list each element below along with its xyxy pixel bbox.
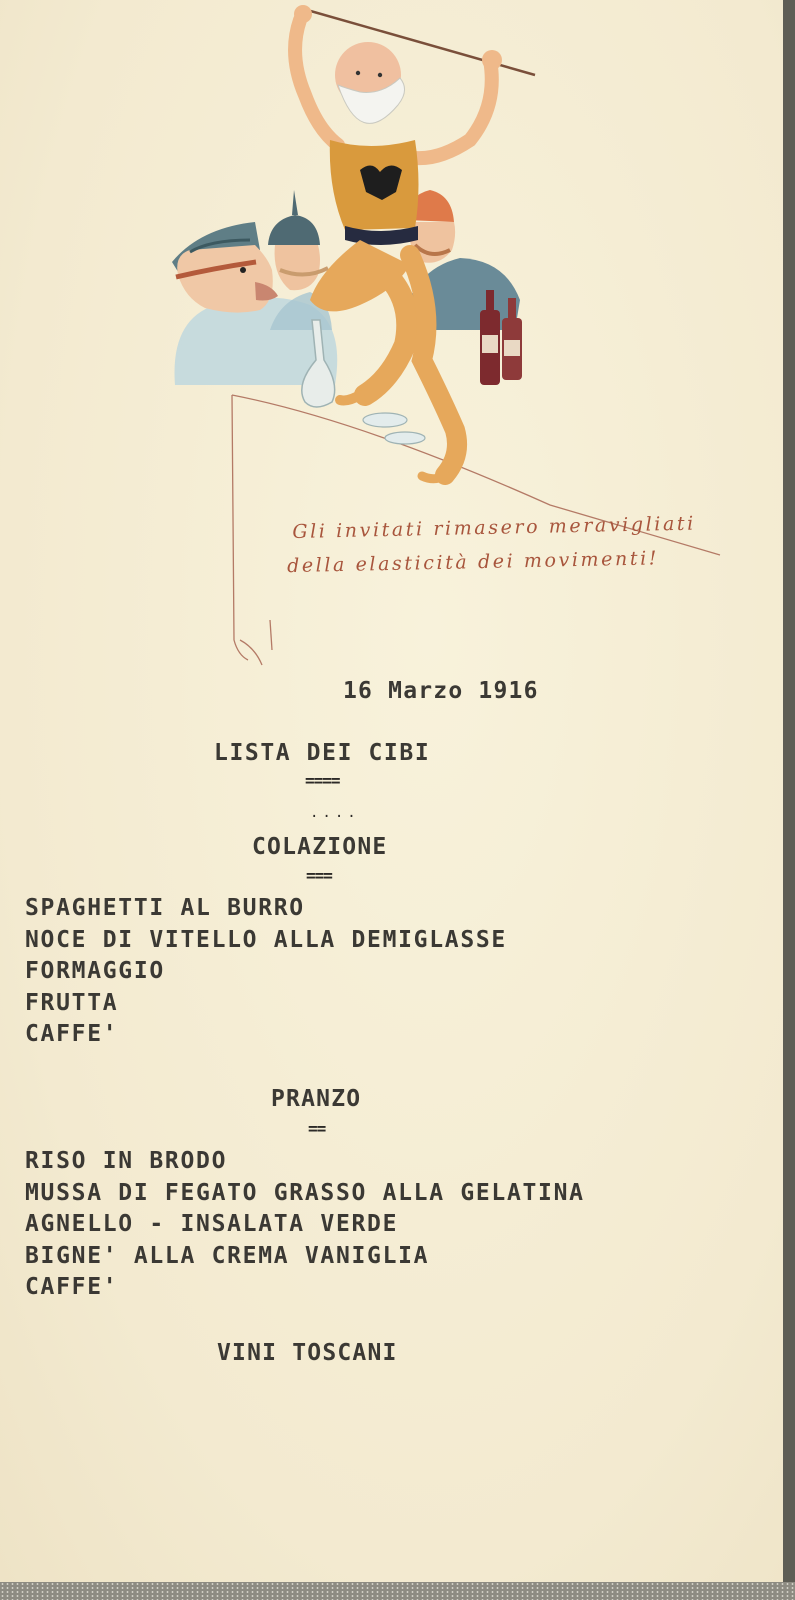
list-item: CAFFE' [25,1274,119,1300]
menu-heading: LISTA DEI CIBI [214,740,431,766]
heading-rule: ==== [305,771,340,790]
list-item: NOCE DI VITELLO ALLA DEMIGLASSE [25,926,507,953]
colazione-rule: === [306,866,332,885]
separator-dots: .... [310,805,360,821]
list-item: FORMAGGIO [25,958,165,984]
pranzo-rule: == [308,1119,326,1138]
list-item: FRUTTA [25,989,119,1016]
colazione-list [25,893,507,1051]
list-item: CAFFE' [25,1021,119,1047]
vini-label: VINI TOSCANI [217,1340,398,1366]
menu-date: 16 Marzo 1916 [343,678,539,704]
list-item: MUSSA DI FEGATO GRASSO ALLA GELATINA [25,1179,585,1206]
list-item: RISO IN BRODO [25,1148,228,1174]
caption-line-2: della elasticità dei movimenti! [286,547,660,578]
colazione-title: COLAZIONE [252,834,388,860]
caption-line-1: Gli invitati rimasero meravigliati [292,512,697,543]
plates [363,413,425,444]
list-item: AGNELLO - INSALATA VERDE [25,1211,399,1237]
background-edge-bottom [0,1582,795,1600]
background-edge-right [783,0,795,1600]
illustration-caption [286,505,773,583]
pranzo-list [25,1146,585,1304]
list-item: SPAGHETTI AL BURRO [25,895,305,921]
pranzo-title: PRANZO [271,1086,362,1112]
list-item: BIGNE' ALLA CREMA VANIGLIA [25,1242,430,1269]
